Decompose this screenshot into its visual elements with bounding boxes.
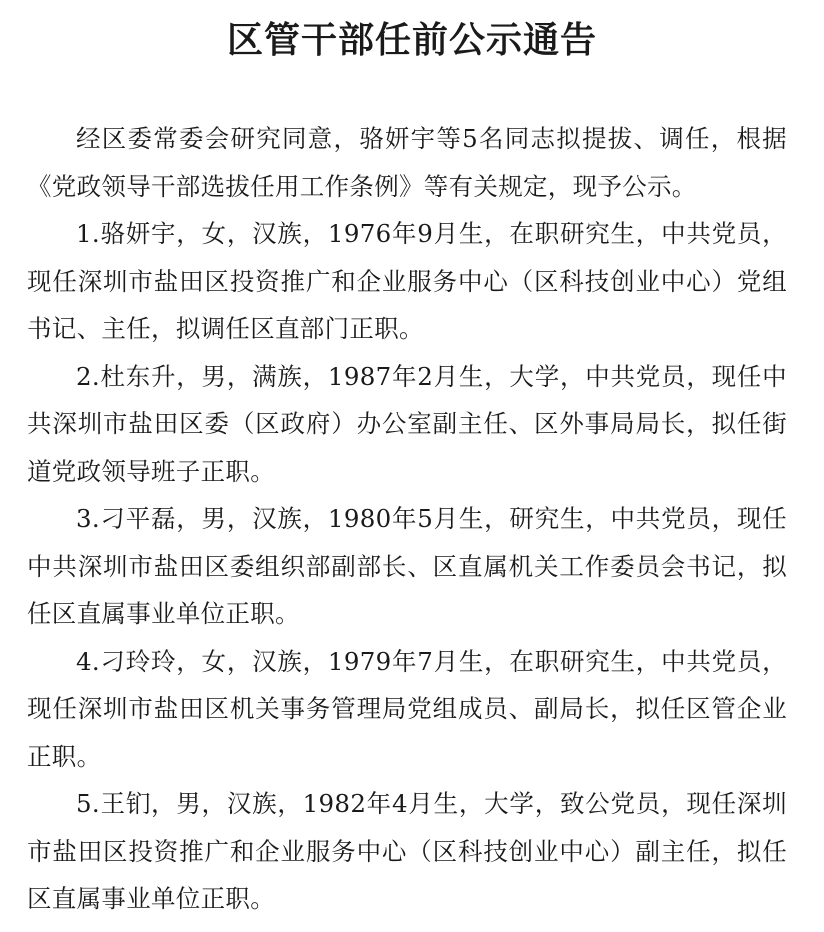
page-title: 区管干部任前公示通告 [226, 19, 597, 61]
intro-paragraph: 经区委常委会研究同意，骆妍宇等5名同志拟提拔、调任，根据《党政领导干部选拔任用工作条例》等有关规定，现予公示。 [27, 124, 787, 201]
notice-body [27, 115, 787, 923]
candidate-item-1: 1.骆妍宇，女，汉族，1976年9月生，在职研究生，中共党员，现任深圳市盐田区投资推广和企业服务中心（区科技创业中心）党组书记、主任，拟调任区直部门正职。 [27, 219, 787, 343]
candidate-item-2: 2.杜东升，男，满族，1987年2月生，大学，中共党员，现任中共深圳市盐田区委（区政府）办公室副主任、区外事局局长，拟任街道党政领导班子正职。 [27, 361, 787, 486]
candidate-item-5: 5.王钔，男，汉族，1982年4月生，大学，致公党员，现任深圳市盐田区投资推广和企业服务中心（区科技创业中心）副主任，拟任区直属事业单位正职。 [27, 789, 787, 913]
candidate-item-4: 4.刁玲玲，女，汉族，1979年7月生，在职研究生，中共党员，现任深圳市盐田区机关事务管理局党组成员、副局长，拟任区管企业正职。 [27, 646, 787, 771]
candidate-item-3: 3.刁平磊，男，汉族，1980年5月生，研究生，中共党员，现任中共深圳市盐田区委组织部副部长、区直属机关工作委员会书记，拟任区直属事业单位正职。 [27, 504, 787, 628]
